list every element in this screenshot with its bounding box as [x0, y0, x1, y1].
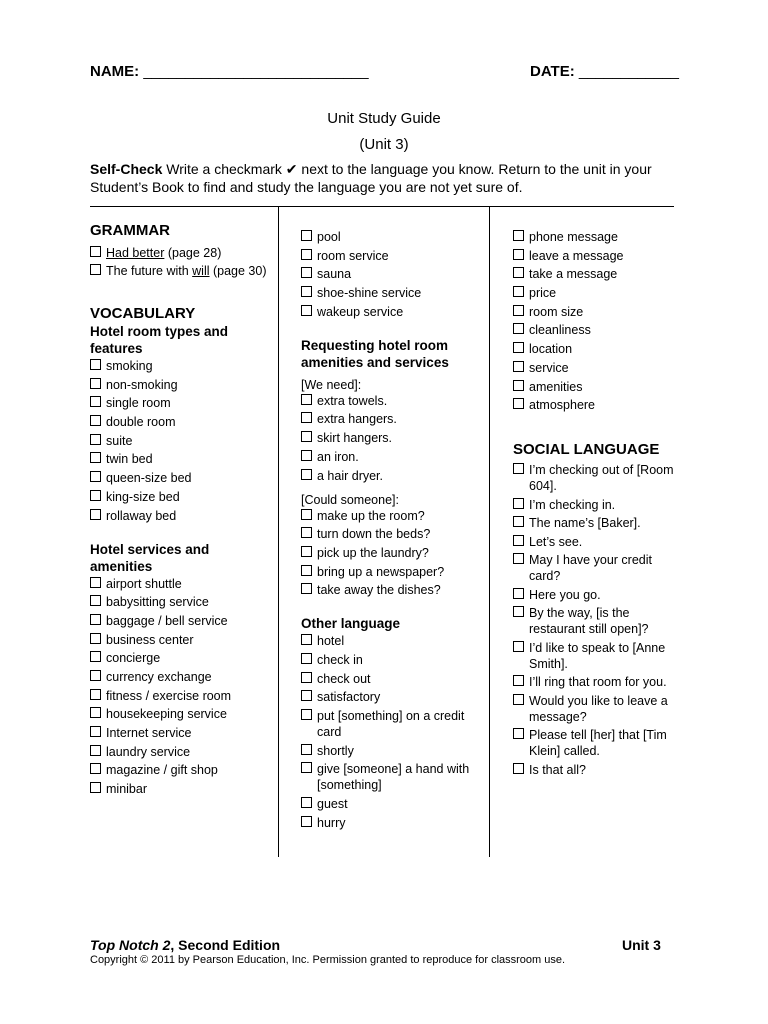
header-divider [90, 206, 674, 207]
checklist-item-label: check out [317, 671, 371, 686]
checklist-item-label: extra towels. [317, 393, 388, 408]
checklist-item-label: hotel [317, 634, 345, 649]
col2-amenities-list [301, 229, 481, 320]
checklist-item-label: a hair dryer. [317, 468, 384, 483]
checkbox[interactable] [301, 527, 312, 538]
checkbox[interactable] [90, 396, 101, 407]
checklist-item [301, 411, 481, 427]
checkbox[interactable] [301, 412, 312, 423]
checkbox[interactable] [90, 633, 101, 644]
checklist-item [90, 358, 270, 374]
checkbox[interactable] [301, 249, 312, 260]
grammar-item-label [106, 245, 270, 261]
vocabulary-heading: VOCABULARY [90, 305, 196, 322]
checklist-item-label: non-smoking [106, 377, 178, 392]
checklist-item [301, 449, 481, 465]
checkbox[interactable] [513, 641, 524, 652]
checkbox[interactable] [513, 342, 524, 353]
checklist-item-label: bring up a newspaper? [317, 564, 445, 579]
checklist-item-label: suite [106, 433, 133, 448]
grammar-heading: GRAMMAR [90, 222, 170, 239]
checklist-item [301, 582, 481, 598]
checkbox[interactable] [513, 588, 524, 599]
could-someone-lead: [Could someone]: [301, 492, 399, 507]
checklist-item [513, 360, 678, 376]
checklist-item [513, 397, 678, 413]
unit-subtitle: (Unit 3) [359, 136, 409, 153]
checkbox[interactable] [301, 634, 312, 645]
checklist-item [90, 594, 270, 610]
checkbox[interactable] [301, 744, 312, 755]
checklist-item-label: guest [317, 797, 348, 812]
checkbox[interactable] [301, 509, 312, 520]
social-language-heading: SOCIAL LANGUAGE [513, 441, 660, 459]
checklist-item [301, 545, 481, 561]
checklist-item [513, 379, 678, 395]
checkbox[interactable] [90, 415, 101, 426]
grammar-item-keyword: will [192, 264, 210, 278]
checklist-item-label: magazine / gift shop [106, 763, 218, 778]
checkbox[interactable] [513, 694, 524, 705]
checklist-item-label: By the way, [is the restaurant still open]? [529, 606, 649, 637]
checklist-item-label: fitness / exercise room [106, 688, 232, 703]
checklist-item-label: make up the room? [317, 508, 425, 523]
checkbox[interactable] [513, 249, 524, 260]
checkbox[interactable] [513, 323, 524, 334]
checklist-item-label: Please tell [her] that [Tim Klein] called. [529, 728, 667, 759]
checklist-item [90, 744, 270, 760]
checklist-item [90, 688, 270, 704]
checklist-item [301, 761, 481, 793]
checklist-item-label: Here you go. [529, 587, 601, 602]
grammar-item-label [106, 263, 270, 279]
checklist-item-label: turn down the beds? [317, 527, 431, 542]
checklist-item [513, 229, 678, 245]
checklist-item [301, 468, 481, 484]
checklist-item [90, 781, 270, 797]
checkbox[interactable] [513, 498, 524, 509]
checklist-item [513, 605, 678, 637]
checklist-item-label: laundry service [106, 744, 191, 759]
column-divider-2 [489, 207, 490, 857]
checklist-item-label: baggage / bell service [106, 613, 228, 628]
checklist-item [513, 304, 678, 320]
room-types-heading: Hotel room types and features [90, 324, 229, 356]
checkbox[interactable] [513, 553, 524, 564]
checklist-item [513, 266, 678, 282]
checklist-item-label: smoking [106, 359, 153, 373]
col3-vocab-list [513, 229, 678, 413]
checklist-item [513, 515, 678, 531]
checkbox[interactable] [90, 670, 101, 681]
checklist-item-label: rollaway bed [106, 508, 177, 523]
checkbox[interactable] [301, 762, 312, 773]
checklist-item-label: twin bed [106, 452, 153, 467]
book-name: Top Notch 2 [90, 937, 171, 953]
checkbox[interactable] [90, 614, 101, 625]
checklist-item-label: service [529, 360, 569, 375]
checklist-item [513, 534, 678, 550]
checklist-item-label: extra hangers. [317, 412, 397, 427]
checklist-item [513, 674, 678, 690]
checkbox[interactable] [513, 361, 524, 372]
checklist-item-label: I’d like to speak to [Anne Smith]. [529, 640, 666, 671]
checkbox[interactable] [513, 286, 524, 297]
checkbox[interactable] [90, 471, 101, 482]
name-label: NAME: [90, 63, 144, 80]
checklist-item-label: housekeeping service [106, 707, 227, 722]
checkbox[interactable] [301, 709, 312, 720]
checkbox[interactable] [90, 782, 101, 793]
date-blank[interactable]: ____________ [578, 63, 679, 80]
checkbox[interactable] [301, 267, 312, 278]
checkbox[interactable] [90, 246, 101, 257]
checklist-item [90, 613, 270, 629]
checklist-item-label: I’m checking in. [529, 497, 616, 512]
checklist-item-label: phone message [529, 230, 618, 244]
checklist-item-label: cleanliness [529, 323, 591, 338]
checklist-item [301, 671, 481, 687]
checklist-item-label: take a message [529, 267, 618, 282]
column-divider-1 [278, 207, 279, 857]
checklist-item [513, 462, 678, 494]
social-language-list [513, 462, 678, 778]
checklist-item-label: location [529, 342, 573, 357]
checkbox[interactable] [301, 546, 312, 557]
checklist-item-label: business center [106, 632, 194, 647]
checklist-item-label: sauna [317, 267, 352, 282]
grammar-item [90, 263, 270, 279]
checklist-item-label: shortly [317, 743, 354, 758]
footer-book-title [90, 937, 280, 953]
checkbox[interactable] [301, 653, 312, 664]
checklist-item-label: double room [106, 415, 176, 430]
checklist-item [301, 652, 481, 668]
footer-unit: Unit 3 [622, 937, 661, 953]
checklist-item [90, 508, 270, 524]
checkbox[interactable] [513, 675, 524, 686]
checklist-item-label: queen-size bed [106, 471, 192, 486]
checklist-item-label: an iron. [317, 449, 359, 464]
checkbox[interactable] [513, 267, 524, 278]
grammar-item [90, 245, 270, 261]
checklist-item [301, 285, 481, 301]
checklist-item [90, 489, 270, 505]
name-field[interactable] [90, 63, 369, 80]
checklist-item-label: amenities [529, 379, 583, 394]
checklist-item [301, 229, 481, 245]
checkbox[interactable] [301, 286, 312, 297]
checklist-item [90, 377, 270, 393]
checkbox[interactable] [90, 651, 101, 662]
other-language-heading: Other language [301, 616, 401, 632]
checkbox[interactable] [513, 728, 524, 739]
checklist-item-label: airport shuttle [106, 576, 182, 591]
checklist-item-label: put [something] on a credit card [317, 709, 465, 739]
checklist-item [513, 762, 678, 778]
grammar-item-prefix: The future with [106, 264, 193, 278]
checklist-item [513, 341, 678, 357]
date-label: DATE: [530, 63, 579, 80]
grammar-list [90, 245, 270, 279]
checklist-item-label: I’m checking out of [Room 604]. [529, 463, 674, 494]
checklist-item-label: I’ll ring that room for you. [529, 675, 667, 690]
checkbox[interactable] [301, 797, 312, 808]
checklist-item [513, 727, 678, 759]
checklist-item [301, 796, 481, 812]
checklist-item-label: minibar [106, 782, 147, 797]
checkbox[interactable] [301, 305, 312, 316]
checklist-item [301, 815, 481, 831]
checklist-item-label: The name’s [Baker]. [529, 516, 641, 531]
checklist-item-label: Would you like to leave a message? [529, 693, 668, 724]
checklist-item [301, 304, 481, 320]
checklist-item [513, 640, 678, 672]
column-2 [301, 229, 481, 833]
checklist-item [513, 248, 678, 264]
checklist-item-label: pick up the laundry? [317, 545, 429, 560]
checklist-item [90, 632, 270, 648]
checklist-item [90, 451, 270, 467]
checklist-item-label: shoe-shine service [317, 286, 422, 301]
checklist-item [301, 633, 481, 649]
checklist-item-label: pool [317, 230, 341, 244]
self-check-text: Write a checkmark ✔ next to the language you know. Return to the unit in your Student’s Book to find and study the language you are not yet sure of. [90, 161, 652, 195]
checklist-item-label: single room [106, 396, 171, 411]
checklist-item-label: room size [529, 304, 584, 319]
checklist-item [90, 395, 270, 411]
checklist-item-label: May I have your credit card? [529, 553, 652, 584]
room-types-list [90, 358, 270, 524]
checkbox[interactable] [90, 726, 101, 737]
checkbox[interactable] [513, 535, 524, 546]
checklist-item [301, 526, 481, 542]
checklist-item-label: babysitting service [106, 595, 209, 610]
checkbox[interactable] [90, 434, 101, 445]
services-list [90, 576, 270, 798]
checkbox[interactable] [301, 816, 312, 827]
checklist-item-label: price [529, 286, 557, 301]
requesting-heading: Requesting hotel room amenities and services [301, 337, 449, 370]
checkbox[interactable] [513, 463, 524, 474]
grammar-item-page: (page 30) [209, 264, 267, 278]
checklist-item [90, 669, 270, 685]
checklist-item-label: satisfactory [317, 690, 381, 705]
checklist-item-label: atmosphere [529, 398, 596, 413]
checklist-item-label: wakeup service [317, 304, 404, 319]
name-blank[interactable]: ___________________________ [143, 63, 369, 80]
checklist-item [513, 322, 678, 338]
checkbox[interactable] [90, 595, 101, 606]
services-heading: Hotel services and amenities [90, 541, 210, 574]
checklist-item-label: currency exchange [106, 669, 212, 684]
checkbox[interactable] [90, 689, 101, 700]
checkbox[interactable] [301, 672, 312, 683]
self-check-instructions [90, 160, 680, 196]
could-someone-list [301, 508, 481, 599]
checkbox[interactable] [90, 490, 101, 501]
checklist-item-label: Internet service [106, 726, 192, 740]
checklist-item [90, 470, 270, 486]
checkbox[interactable] [513, 763, 524, 774]
checkbox[interactable] [301, 230, 312, 241]
other-language-list [301, 633, 481, 831]
checklist-item [513, 552, 678, 584]
checklist-item [513, 587, 678, 603]
checkbox[interactable] [90, 745, 101, 756]
grammar-item-page: (page 28) [164, 246, 222, 260]
we-need-list [301, 393, 481, 484]
checklist-item [90, 725, 270, 741]
checkbox[interactable] [90, 763, 101, 774]
checklist-item [301, 393, 481, 409]
checklist-item [513, 693, 678, 725]
checklist-item [90, 433, 270, 449]
checklist-item-label: give [someone] a hand with [something] [317, 762, 470, 793]
checkbox[interactable] [90, 707, 101, 718]
checklist-item-label: Let’s see. [529, 534, 583, 549]
checklist-item [301, 564, 481, 580]
checkbox[interactable] [301, 450, 312, 461]
checklist-item [301, 708, 481, 740]
checkbox[interactable] [513, 516, 524, 527]
checklist-item-label: Is that all? [529, 762, 586, 777]
checkbox[interactable] [90, 378, 101, 389]
checkbox[interactable] [513, 398, 524, 409]
checklist-item-label: skirt hangers. [317, 431, 393, 446]
checklist-item-label: hurry [317, 815, 346, 830]
checkbox[interactable] [301, 690, 312, 701]
checklist-item [90, 576, 270, 592]
checklist-item [90, 650, 270, 666]
checklist-item-label: concierge [106, 651, 161, 666]
checkbox[interactable] [513, 305, 524, 316]
checkbox[interactable] [90, 359, 101, 370]
checkbox[interactable] [513, 230, 524, 241]
checklist-item [90, 414, 270, 430]
checklist-item-label: king-size bed [106, 489, 180, 504]
checkbox[interactable] [90, 452, 101, 463]
checkbox[interactable] [90, 264, 101, 275]
checkbox[interactable] [513, 606, 524, 617]
column-3 [513, 229, 678, 780]
copyright-notice: Copyright © 2011 by Pearson Education, Inc. Permission granted to reproduce for classroom use. [90, 954, 566, 966]
self-check-label: Self-Check [90, 161, 163, 177]
checklist-item-label: room service [317, 248, 389, 263]
checklist-item [90, 762, 270, 778]
checkbox[interactable] [90, 509, 101, 520]
checkbox[interactable] [301, 469, 312, 480]
checklist-item [301, 430, 481, 446]
checkbox[interactable] [513, 380, 524, 391]
checklist-item-label: take away the dishes? [317, 583, 441, 598]
book-edition: , Second Edition [170, 937, 281, 953]
checklist-item [301, 689, 481, 705]
checklist-item [301, 743, 481, 759]
checklist-item [90, 706, 270, 722]
checkbox[interactable] [301, 583, 312, 594]
page-title: Unit Study Guide [327, 110, 441, 127]
checkbox[interactable] [90, 577, 101, 588]
checkbox[interactable] [301, 431, 312, 442]
checkbox[interactable] [301, 394, 312, 405]
date-field[interactable] [530, 63, 679, 80]
grammar-item-keyword: Had better [106, 246, 165, 260]
checkbox[interactable] [301, 565, 312, 576]
checklist-item [301, 266, 481, 282]
we-need-lead: [We need]: [301, 377, 362, 392]
checklist-item [301, 248, 481, 264]
column-1 [90, 222, 270, 800]
checklist-item [301, 508, 481, 524]
checklist-item [513, 285, 678, 301]
checklist-item [513, 497, 678, 513]
checklist-item-label: leave a message [529, 248, 624, 263]
checklist-item-label: check in [317, 652, 363, 667]
